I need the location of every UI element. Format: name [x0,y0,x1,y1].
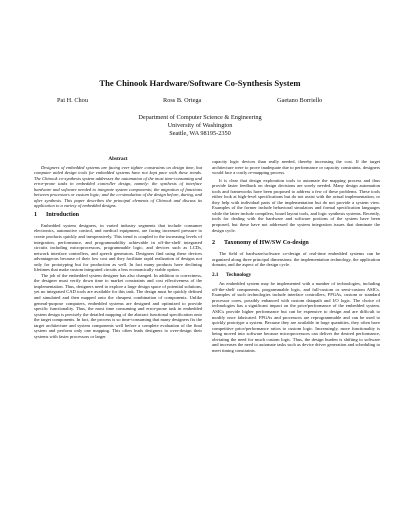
subsection-title: Technology [226,271,252,278]
affiliation-dept: Department of Computer Science & Engineering [138,114,262,121]
author-1: Pai H. Chou [57,97,88,104]
section-heading-1 [34,212,202,219]
body-paragraph: capacity logic devices than really needed, thereby increasing the cost. If the target architecture were to prove inadequate due to performance or capacity constraints, designers would face a costly re-mapping process. [212,159,380,176]
paper-title: The Chinook Hardware/Software Co-Synthesis System [99,78,301,88]
subsection-number: 2.1 [212,271,219,278]
body-paragraph: The field of hardware/software co-design of real-time embedded systems can be organized along three principal dimensions: the implementation technology, the application domain, and the aspect of the design cycle. [212,251,380,268]
body-paragraph: The job of the embedded system designer has also changed. In addition to correctness, the designer must verify down time to market constraints and cost effectiveness of the implementation. Thus, designers need to explore a large design space of potential solutions, yet no integrated CAD tools are available for this task. The design must be quickly defined and simulated and then mapped onto the cheapest combination of components. Unlike general-purpose computers, embedded systems are designed and optimized to provide specific functionality. Thus, the most time consuming and error-prone task in embedded system design is precisely the detailed mapping of the abstract functional specification onto the target components. In fact, the process is so time-consuming that many designers fix the target architecture and system components well before a complete evaluation of the final system and perform only one mapping. This often leads designers to over-design their systems with faster processors or larger [34,272,202,339]
body-paragraph: It is clear that design exploration tools to automate the mapping process and thus provide faster feedback on design decisions are sorely needed. Many design automation tools and frameworks have been proposed to address a few of these problems. These tools either look at high-level specifications but do not assist with the actual implementation, or they help with individual parts of the implementation but do not provide a system view. Examples of the former include behavioral simulators and formal specification languages while the latter include compilers, board layout tools, and logic synthesis systems. Recently, tools for dealing with the hardware and software portions of the system have been proposed, but these have not addressed the system integration issues that dominate the design cycle. [212,177,380,233]
section-title: Taxonomy of HW/SW Co-design [224,240,309,247]
body-paragraph: Embedded system designers, in varied industry segments that include consumer electronics, automotive control, and medical equipment, are facing increased pressure to create products quickly and inexpensively. This trend is coupled to the increasing levels of integration, performance, and programmability achievable in off-the-shelf integrated circuits including microprocessors, programmable logic, and devices such as LCDs, network interface controllers, and speech generators. Designers find using these devices advantageous because of their low cost and they facilitate rapid realization of designs not only for prototyping but for production as well. In fact many products have declining lifetimes that make custom integrated circuits a less economically viable option. [34,222,202,273]
author-3: Gaetano Borriello [277,97,323,104]
affiliation-city: Seattle, WA 98195-2350 [169,130,231,137]
section-title: Introduction [46,211,80,218]
abstract-heading: Abstract [108,156,128,162]
subsection-heading-2-1 [212,273,380,279]
abstract-text: Designers of embedded systems are facing ever tighter constraints on design time, but computer aided design tools for embedded systems have not kept pace with these trends. The Chinook co-synthesis system addresses the automation of the most time-consuming and error-prone tasks in embedded controller design, namely: the synthesis of interface hardware and software needed to integrate system components; the migration of functions between processors or custom logic; and the co-simulation of the design before, during, and after synthesis. This paper describes the principal elements of Chinook and discuss its application to a variety of embedded designs. [34,164,202,209]
section-number: 1 [34,211,38,218]
section-number: 2 [212,240,216,247]
left-column [34,157,202,339]
body-paragraph: An embedded system may be implemented with a number of technologies, including off-the-shelf components, programmable logic, and full-custom or semi-custom ASICs. Examples of such technologies include interface controllers, FPGAs, custom or standard processor cores, possibly enhanced with custom datapath and I/O logic. The choice of technologies has a significant impact on the price/performance of the embedded system. ASICs provide higher performance but can be expensive to design and are difficult to modify once fabricated. FPGAs and processors are reprogrammable and can be used to quickly prototype a system. Because they are available in large quantities, they often have competitive price/performance ratios to custom logic. Increasingly, more functionality is being moved into software because microprocessors can deliver the desired performance, obviating the need for much custom logic. Thus, the design burden is shifting to software and increases the need to automate tasks such as device driver generation and scheduling to meet timing constraints. [212,281,380,353]
author-2: Ross B. Ortega [163,97,202,104]
affiliation-university: University of Washington [167,122,233,129]
section-heading-2 [212,240,380,247]
right-column [212,159,380,353]
